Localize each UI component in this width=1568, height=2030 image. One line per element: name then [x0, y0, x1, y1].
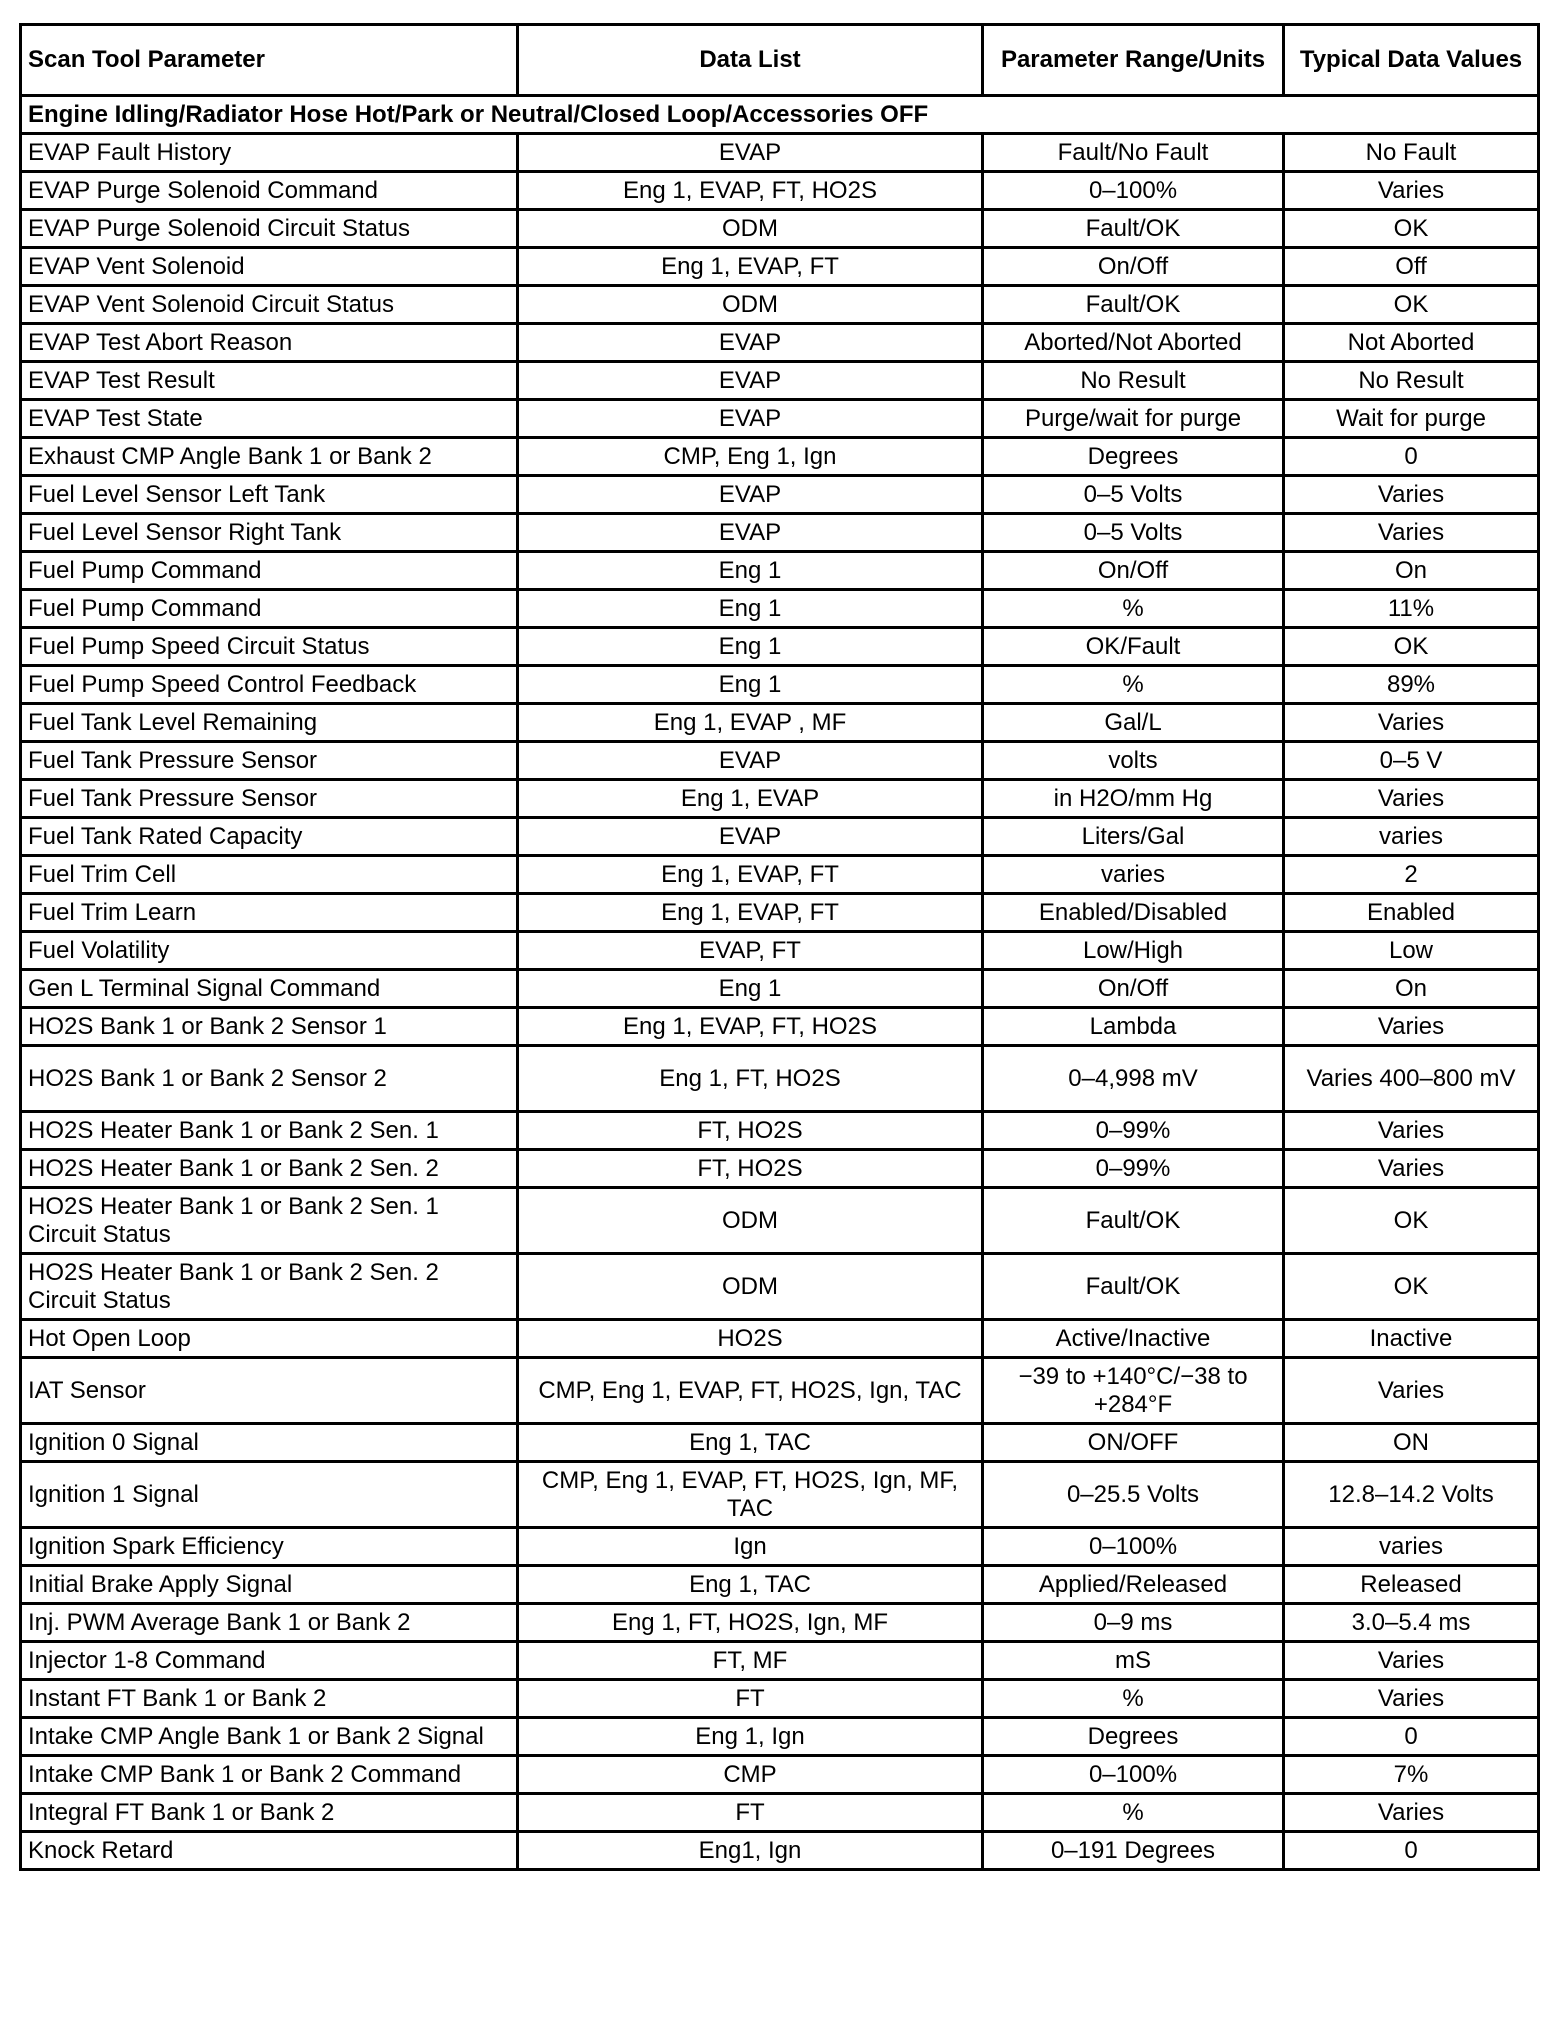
- table-row: [21, 1008, 1539, 1046]
- table-row: [21, 704, 1539, 742]
- cell-range: 0–4,998 mV: [983, 1046, 1284, 1112]
- cell-typical: 2: [1284, 856, 1539, 894]
- header-typical-values: Typical Data Values: [1284, 25, 1539, 96]
- cell-data-list: Eng 1, EVAP , MF: [518, 704, 983, 742]
- cell-typical: Varies: [1284, 1794, 1539, 1832]
- cell-range: %: [983, 590, 1284, 628]
- cell-range: %: [983, 1794, 1284, 1832]
- cell-range: 0–100%: [983, 1528, 1284, 1566]
- cell-range: volts: [983, 742, 1284, 780]
- cell-data-list: EVAP: [518, 362, 983, 400]
- cell-parameter: Instant FT Bank 1 or Bank 2: [21, 1680, 518, 1718]
- cell-range: in H2O/mm Hg: [983, 780, 1284, 818]
- cell-range: Lambda: [983, 1008, 1284, 1046]
- cell-typical: 89%: [1284, 666, 1539, 704]
- table-row: [21, 514, 1539, 552]
- cell-data-list: Eng 1: [518, 666, 983, 704]
- table-row: [21, 1832, 1539, 1870]
- cell-typical: Varies: [1284, 780, 1539, 818]
- cell-data-list: EVAP: [518, 818, 983, 856]
- table-row: [21, 438, 1539, 476]
- cell-parameter: HO2S Bank 1 or Bank 2 Sensor 2: [21, 1046, 518, 1112]
- table-row: [21, 248, 1539, 286]
- cell-typical: Low: [1284, 932, 1539, 970]
- cell-range: Liters/Gal: [983, 818, 1284, 856]
- cell-data-list: EVAP, FT: [518, 932, 983, 970]
- cell-data-list: CMP, Eng 1, EVAP, FT, HO2S, Ign, TAC: [518, 1358, 983, 1424]
- cell-range: 0–9 ms: [983, 1604, 1284, 1642]
- cell-data-list: FT, MF: [518, 1642, 983, 1680]
- cell-typical: Varies: [1284, 1112, 1539, 1150]
- cell-data-list: FT: [518, 1680, 983, 1718]
- cell-parameter: Fuel Trim Learn: [21, 894, 518, 932]
- table-row: [21, 1358, 1539, 1424]
- cell-range: Fault/No Fault: [983, 134, 1284, 172]
- table-row: [21, 172, 1539, 210]
- cell-parameter: EVAP Purge Solenoid Command: [21, 172, 518, 210]
- cell-range: OK/Fault: [983, 628, 1284, 666]
- cell-typical: 7%: [1284, 1756, 1539, 1794]
- cell-typical: 12.8–14.2 Volts: [1284, 1462, 1539, 1528]
- cell-data-list: ODM: [518, 210, 983, 248]
- cell-data-list: FT, HO2S: [518, 1150, 983, 1188]
- table-row: [21, 1462, 1539, 1528]
- cell-range: Active/Inactive: [983, 1320, 1284, 1358]
- header-parameter-range: Parameter Range/Units: [983, 25, 1284, 96]
- table-row: [21, 1794, 1539, 1832]
- cell-typical: 0: [1284, 1832, 1539, 1870]
- cell-parameter: Fuel Tank Pressure Sensor: [21, 780, 518, 818]
- cell-data-list: EVAP: [518, 514, 983, 552]
- table-row: [21, 1604, 1539, 1642]
- table-row: [21, 1188, 1539, 1254]
- cell-range: 0–191 Degrees: [983, 1832, 1284, 1870]
- cell-parameter: Ignition 1 Signal: [21, 1462, 518, 1528]
- cell-parameter: Fuel Level Sensor Right Tank: [21, 514, 518, 552]
- table-row: [21, 1680, 1539, 1718]
- cell-parameter: Fuel Pump Command: [21, 590, 518, 628]
- cell-data-list: Eng 1, Ign: [518, 1718, 983, 1756]
- cell-data-list: CMP: [518, 1756, 983, 1794]
- cell-data-list: Ign: [518, 1528, 983, 1566]
- table-row: [21, 286, 1539, 324]
- cell-parameter: Fuel Volatility: [21, 932, 518, 970]
- cell-parameter: HO2S Heater Bank 1 or Bank 2 Sen. 2: [21, 1150, 518, 1188]
- cell-parameter: EVAP Purge Solenoid Circuit Status: [21, 210, 518, 248]
- table-row: [21, 1718, 1539, 1756]
- cell-range: On/Off: [983, 970, 1284, 1008]
- cell-range: Applied/Released: [983, 1566, 1284, 1604]
- cell-range: Gal/L: [983, 704, 1284, 742]
- cell-typical: Released: [1284, 1566, 1539, 1604]
- table-row: [21, 818, 1539, 856]
- cell-parameter: Fuel Level Sensor Left Tank: [21, 476, 518, 514]
- cell-data-list: Eng1, Ign: [518, 1832, 983, 1870]
- cell-typical: OK: [1284, 1188, 1539, 1254]
- table-row: [21, 1424, 1539, 1462]
- cell-range: 0–5 Volts: [983, 476, 1284, 514]
- cell-parameter: Hot Open Loop: [21, 1320, 518, 1358]
- cell-typical: On: [1284, 970, 1539, 1008]
- cell-parameter: Fuel Tank Pressure Sensor: [21, 742, 518, 780]
- cell-parameter: IAT Sensor: [21, 1358, 518, 1424]
- table-row: [21, 324, 1539, 362]
- cell-data-list: FT: [518, 1794, 983, 1832]
- table-row: [21, 1112, 1539, 1150]
- table-row: [21, 1756, 1539, 1794]
- table-row: [21, 134, 1539, 172]
- cell-typical: ON: [1284, 1424, 1539, 1462]
- cell-range: −39 to +140°C/−38 to +284°F: [983, 1358, 1284, 1424]
- cell-data-list: FT, HO2S: [518, 1112, 983, 1150]
- table-row: [21, 590, 1539, 628]
- cell-typical: OK: [1284, 628, 1539, 666]
- cell-data-list: Eng 1, EVAP, FT, HO2S: [518, 172, 983, 210]
- cell-data-list: Eng 1, EVAP, FT: [518, 248, 983, 286]
- table-row: [21, 856, 1539, 894]
- cell-range: 0–25.5 Volts: [983, 1462, 1284, 1528]
- cell-typical: OK: [1284, 210, 1539, 248]
- cell-parameter: EVAP Fault History: [21, 134, 518, 172]
- cell-parameter: Intake CMP Angle Bank 1 or Bank 2 Signal: [21, 1718, 518, 1756]
- cell-parameter: HO2S Heater Bank 1 or Bank 2 Sen. 1 Circuit Status: [21, 1188, 518, 1254]
- cell-parameter: EVAP Vent Solenoid: [21, 248, 518, 286]
- cell-typical: OK: [1284, 286, 1539, 324]
- cell-parameter: EVAP Test Result: [21, 362, 518, 400]
- cell-parameter: Inj. PWM Average Bank 1 or Bank 2: [21, 1604, 518, 1642]
- cell-data-list: Eng 1, EVAP, FT: [518, 856, 983, 894]
- cell-parameter: Exhaust CMP Angle Bank 1 or Bank 2: [21, 438, 518, 476]
- cell-data-list: Eng 1: [518, 628, 983, 666]
- cell-data-list: EVAP: [518, 400, 983, 438]
- cell-range: 0–5 Volts: [983, 514, 1284, 552]
- cell-typical: 0: [1284, 438, 1539, 476]
- cell-data-list: EVAP: [518, 476, 983, 514]
- table-row: [21, 1566, 1539, 1604]
- cell-data-list: EVAP: [518, 742, 983, 780]
- cell-range: Fault/OK: [983, 1188, 1284, 1254]
- table-row: [21, 1254, 1539, 1320]
- section-header-row: [21, 96, 1539, 134]
- cell-data-list: EVAP: [518, 134, 983, 172]
- cell-parameter: Fuel Pump Speed Control Feedback: [21, 666, 518, 704]
- cell-typical: Wait for purge: [1284, 400, 1539, 438]
- header-scan-tool-parameter: Scan Tool Parameter: [21, 25, 518, 96]
- cell-typical: Varies: [1284, 476, 1539, 514]
- cell-range: %: [983, 1680, 1284, 1718]
- table-row: [21, 210, 1539, 248]
- cell-typical: 0: [1284, 1718, 1539, 1756]
- cell-data-list: Eng 1, FT, HO2S: [518, 1046, 983, 1112]
- cell-data-list: Eng 1: [518, 590, 983, 628]
- cell-parameter: Intake CMP Bank 1 or Bank 2 Command: [21, 1756, 518, 1794]
- table-row: [21, 666, 1539, 704]
- table-row: [21, 1320, 1539, 1358]
- cell-typical: Not Aborted: [1284, 324, 1539, 362]
- cell-data-list: Eng 1, FT, HO2S, Ign, MF: [518, 1604, 983, 1642]
- cell-typical: No Result: [1284, 362, 1539, 400]
- cell-range: Degrees: [983, 1718, 1284, 1756]
- table-row: [21, 1528, 1539, 1566]
- cell-typical: Enabled: [1284, 894, 1539, 932]
- cell-typical: 0–5 V: [1284, 742, 1539, 780]
- cell-data-list: CMP, Eng 1, Ign: [518, 438, 983, 476]
- cell-typical: On: [1284, 552, 1539, 590]
- cell-typical: OK: [1284, 1254, 1539, 1320]
- cell-parameter: HO2S Heater Bank 1 or Bank 2 Sen. 1: [21, 1112, 518, 1150]
- cell-parameter: Ignition Spark Efficiency: [21, 1528, 518, 1566]
- cell-range: Purge/wait for purge: [983, 400, 1284, 438]
- cell-data-list: ODM: [518, 286, 983, 324]
- cell-data-list: EVAP: [518, 324, 983, 362]
- cell-typical: Inactive: [1284, 1320, 1539, 1358]
- cell-typical: 11%: [1284, 590, 1539, 628]
- cell-range: Low/High: [983, 932, 1284, 970]
- cell-range: Fault/OK: [983, 210, 1284, 248]
- cell-range: No Result: [983, 362, 1284, 400]
- cell-range: Fault/OK: [983, 286, 1284, 324]
- cell-range: varies: [983, 856, 1284, 894]
- cell-range: Aborted/Not Aborted: [983, 324, 1284, 362]
- cell-parameter: Ignition 0 Signal: [21, 1424, 518, 1462]
- cell-data-list: Eng 1, TAC: [518, 1424, 983, 1462]
- cell-parameter: EVAP Test State: [21, 400, 518, 438]
- cell-data-list: ODM: [518, 1188, 983, 1254]
- cell-typical: varies: [1284, 1528, 1539, 1566]
- table-row: [21, 742, 1539, 780]
- cell-range: 0–99%: [983, 1112, 1284, 1150]
- section-title: Engine Idling/Radiator Hose Hot/Park or Neutral/Closed Loop/Accessories OFF: [21, 96, 1539, 134]
- table-row: [21, 780, 1539, 818]
- cell-data-list: Eng 1, TAC: [518, 1566, 983, 1604]
- cell-data-list: Eng 1, EVAP, FT: [518, 894, 983, 932]
- cell-typical: Varies: [1284, 1008, 1539, 1046]
- table-row: [21, 894, 1539, 932]
- table-row: [21, 970, 1539, 1008]
- cell-range: 0–100%: [983, 172, 1284, 210]
- cell-parameter: Injector 1-8 Command: [21, 1642, 518, 1680]
- cell-range: Degrees: [983, 438, 1284, 476]
- cell-range: Fault/OK: [983, 1254, 1284, 1320]
- cell-data-list: CMP, Eng 1, EVAP, FT, HO2S, Ign, MF, TAC: [518, 1462, 983, 1528]
- cell-parameter: HO2S Bank 1 or Bank 2 Sensor 1: [21, 1008, 518, 1046]
- cell-parameter: Fuel Pump Command: [21, 552, 518, 590]
- scan-tool-data-table: [19, 23, 1540, 1871]
- cell-data-list: Eng 1: [518, 552, 983, 590]
- cell-range: 0–99%: [983, 1150, 1284, 1188]
- cell-range: ON/OFF: [983, 1424, 1284, 1462]
- cell-parameter: Fuel Pump Speed Circuit Status: [21, 628, 518, 666]
- table-row: [21, 932, 1539, 970]
- cell-parameter: EVAP Vent Solenoid Circuit Status: [21, 286, 518, 324]
- cell-range: On/Off: [983, 552, 1284, 590]
- cell-data-list: Eng 1: [518, 970, 983, 1008]
- table-row: [21, 1150, 1539, 1188]
- cell-typical: Varies 400–800 mV: [1284, 1046, 1539, 1112]
- cell-typical: Off: [1284, 248, 1539, 286]
- cell-range: 0–100%: [983, 1756, 1284, 1794]
- table-row: [21, 628, 1539, 666]
- cell-typical: Varies: [1284, 1150, 1539, 1188]
- table-row: [21, 476, 1539, 514]
- cell-typical: Varies: [1284, 172, 1539, 210]
- cell-parameter: Fuel Tank Level Remaining: [21, 704, 518, 742]
- cell-range: mS: [983, 1642, 1284, 1680]
- table-row: [21, 552, 1539, 590]
- cell-data-list: Eng 1, EVAP: [518, 780, 983, 818]
- table-row: [21, 1642, 1539, 1680]
- cell-parameter: Integral FT Bank 1 or Bank 2: [21, 1794, 518, 1832]
- cell-data-list: HO2S: [518, 1320, 983, 1358]
- cell-parameter: Fuel Trim Cell: [21, 856, 518, 894]
- cell-parameter: Knock Retard: [21, 1832, 518, 1870]
- header-data-list: Data List: [518, 25, 983, 96]
- table-row: [21, 1046, 1539, 1112]
- cell-data-list: Eng 1, EVAP, FT, HO2S: [518, 1008, 983, 1046]
- cell-typical: varies: [1284, 818, 1539, 856]
- cell-typical: Varies: [1284, 1642, 1539, 1680]
- cell-typical: Varies: [1284, 514, 1539, 552]
- cell-data-list: ODM: [518, 1254, 983, 1320]
- cell-typical: 3.0–5.4 ms: [1284, 1604, 1539, 1642]
- table-row: [21, 362, 1539, 400]
- cell-typical: Varies: [1284, 704, 1539, 742]
- cell-parameter: Gen L Terminal Signal Command: [21, 970, 518, 1008]
- cell-parameter: EVAP Test Abort Reason: [21, 324, 518, 362]
- cell-parameter: Fuel Tank Rated Capacity: [21, 818, 518, 856]
- cell-typical: Varies: [1284, 1680, 1539, 1718]
- cell-range: Enabled/Disabled: [983, 894, 1284, 932]
- cell-typical: Varies: [1284, 1358, 1539, 1424]
- header-row: [21, 25, 1539, 96]
- cell-typical: No Fault: [1284, 134, 1539, 172]
- cell-parameter: HO2S Heater Bank 1 or Bank 2 Sen. 2 Circuit Status: [21, 1254, 518, 1320]
- cell-range: On/Off: [983, 248, 1284, 286]
- table-row: [21, 400, 1539, 438]
- table-body: [21, 96, 1539, 1870]
- cell-parameter: Initial Brake Apply Signal: [21, 1566, 518, 1604]
- cell-range: %: [983, 666, 1284, 704]
